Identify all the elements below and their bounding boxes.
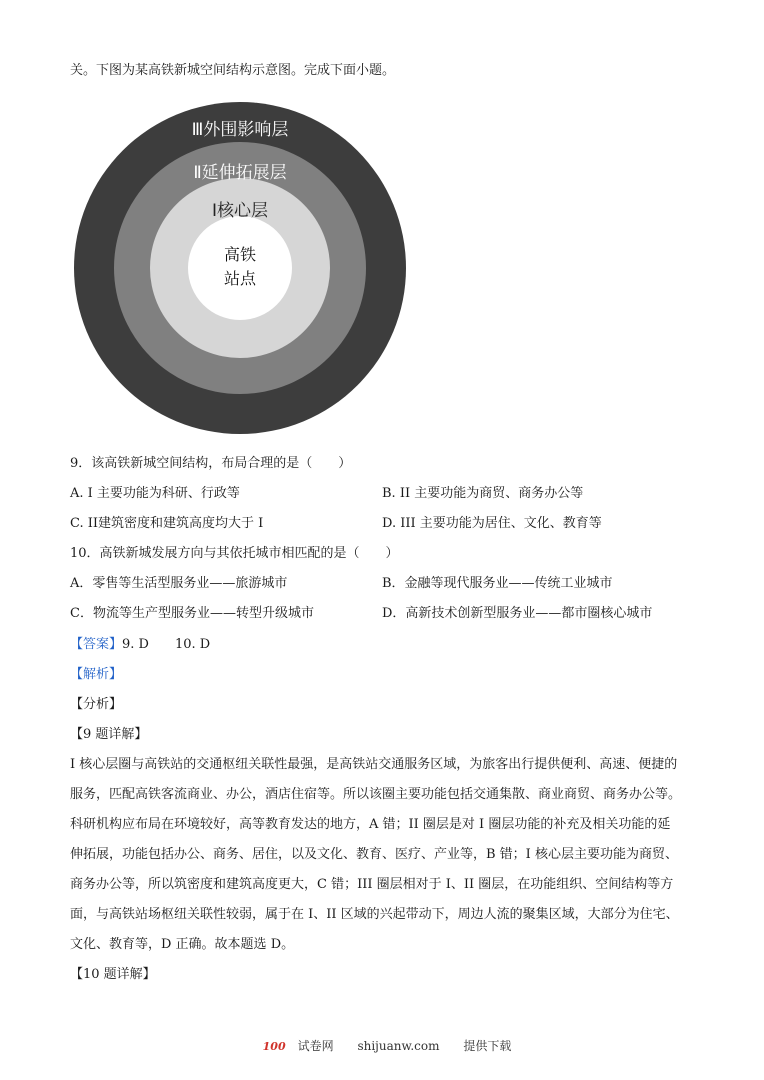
detail9-line: 服务，匹配高铁客流商业、办公，酒店住宿等。所以该圈主要功能包括交通集散、商业商贸、商务办公等。 [70,787,682,802]
q10-option-a: A．零售等生活型服务业——旅游城市 [70,576,288,591]
detail9-line: 伸拓展，功能包括办公、商务、居住，以及文化、教育、医疗、产业等，B 错；I 核心层主要功能为商贸、 [70,847,678,862]
q9-stem: 9．该高铁新城空间结构，布局合理的是（ ） [70,456,352,471]
page-footer [0,1037,764,1054]
detail9-title: 【9 题详解】 [70,727,148,742]
footer-site-url[interactable]: shijuanw.com [357,1039,440,1053]
middle-ring-label: Ⅱ延伸拓展层 [193,163,287,182]
answer-text: 9. D 10. D [122,637,211,652]
q10-stem: 10．高铁新城发展方向与其依托城市相匹配的是（ ） [70,546,399,561]
footer-download-text: 提供下载 [463,1039,512,1053]
q9-option-c: C. II建筑密度和建筑高度均大于 I [70,516,264,531]
q10-option-c: C．物流等生产型服务业——转型升级城市 [70,606,314,621]
detail10-title: 【10 题详解】 [70,967,156,982]
q9-option-b: B. II 主要功能为商贸、商务办公等 [382,486,584,501]
inner-ring-label: Ⅰ核心层 [211,201,269,220]
center-circle [188,216,292,320]
spatial-structure-diagram [70,98,410,438]
detail9-line: 面，与高铁站场枢纽关联性较弱，属于在 I、II 区域的兴起带动下，周边人流的聚集区域，大部分为住宅、 [70,907,679,922]
fenxi-heading: 【分析】 [70,697,123,712]
outer-ring-label: Ⅲ外围影响层 [191,120,289,139]
center-label-line2: 站点 [223,271,257,288]
q10-option-b: B．金融等现代服务业——传统工业城市 [382,576,613,591]
intro-text: 关。下图为某高铁新城空间结构示意图。完成下面小题。 [70,63,396,78]
q9-option-a: A. I 主要功能为科研、行政等 [70,486,240,501]
site-logo: 100 [262,1040,286,1053]
analysis-heading: 【解析】 [70,667,123,682]
detail9-line: 文化、教育等，D 正确。故本题选 D。 [70,937,295,952]
footer-site-cn: 试卷网 [297,1039,334,1053]
detail9-line: I 核心层圈与高铁站的交通枢纽关联性最强，是高铁站交通服务区域，为旅客出行提供便利、高速、便捷的 [70,757,678,772]
q9-option-d: D. III 主要功能为居住、文化、教育等 [382,516,602,531]
answer-line [70,636,210,654]
detail9-line: 商务办公等，所以筑密度和建筑高度更大，C 错；III 圈层相对于 I、II 圈层，在功能组织、空间结构等方 [70,877,674,892]
center-label-line1: 高铁 [223,247,257,264]
answer-label: 【答案】 [70,637,123,652]
detail9-line: 科研机构应布局在环境较好，高等教育发达的地方，A 错；II 圈层是对 I 圈层功能的补充及相关功能的延 [70,817,671,832]
q10-option-d: D．高新技术创新型服务业——都市圈核心城市 [382,606,653,621]
footer-brand [253,1039,334,1053]
